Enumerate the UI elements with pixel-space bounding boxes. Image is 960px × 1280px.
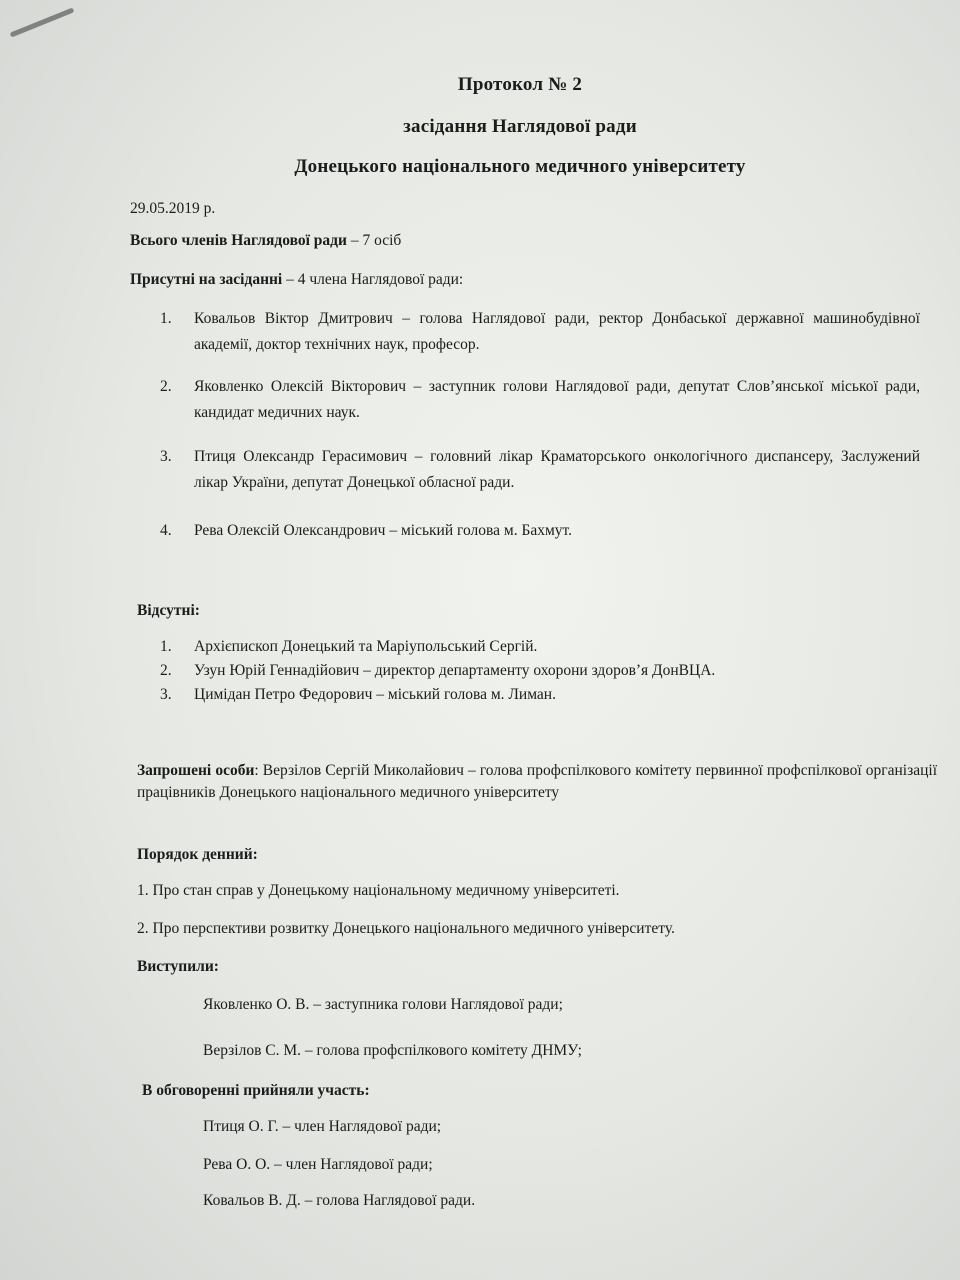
present-item-text: Рева Олексій Олександрович – міський голова м. Бахмут.	[194, 522, 573, 539]
present-item-number: 2.	[160, 378, 172, 395]
absent-item-1	[160, 636, 920, 658]
agenda-heading: Порядок денний:	[137, 846, 258, 863]
document-organization: Донецького національного медичного університету	[294, 156, 746, 177]
invited-text: : Верзілов Сергій Миколайович – голова профспілкового комітету первинної профспілкової організації працівників Донецького національного медичного університету	[137, 762, 938, 801]
pen-mark	[10, 7, 75, 37]
document-date: 29.05.2019 р.	[130, 200, 216, 217]
total-members	[130, 232, 401, 250]
present-heading	[130, 271, 463, 289]
present-item-number: 4.	[160, 522, 172, 539]
present-item-text: Птиця Олександр Герасимович – головний лікар Краматорського онкологічного диспансеру, Заслужений лікар України, депутат Донецької обласної ради.	[194, 448, 920, 491]
present-label: Присутні на засіданні	[130, 271, 283, 288]
absent-item-number: 2.	[160, 662, 172, 679]
document-subtitle: засідання Наглядової ради	[403, 116, 637, 137]
absent-item-text: Архієпископ Донецький та Маріупольський Сергій.	[194, 638, 538, 655]
total-members-value: – 7 осіб	[346, 232, 402, 249]
absent-item-text: Цимідан Петро Федорович – міський голова м. Лиман.	[194, 686, 556, 703]
absent-item-number: 1.	[160, 638, 172, 655]
agenda-item-2: 2. Про перспективи розвитку Донецького національного медичного університету.	[137, 920, 675, 937]
discussion-item-3: Ковальов В. Д. – голова Наглядової ради.	[203, 1192, 476, 1209]
document-title: Протокол № 2	[457, 74, 583, 95]
present-item-2	[160, 374, 920, 426]
invited-label: Запрошені особи	[137, 762, 255, 779]
speaker-item-1: Яковленко О. В. – заступника голови Наглядової ради;	[203, 996, 563, 1013]
present-item-text: Ковальов Віктор Дмитрович – голова Наглядової ради, ректор Донбаської державної машинобудівної академії, доктор технічних наук, професор.	[194, 310, 920, 353]
discussion-heading: В обговоренні прийняли участь:	[142, 1082, 370, 1099]
absent-item-number: 3.	[160, 686, 172, 703]
absent-heading: Відсутні:	[137, 602, 200, 619]
total-members-label: Всього членів Наглядової ради	[130, 232, 347, 249]
invited-persons	[137, 760, 937, 804]
absent-item-text: Узун Юрій Геннадійович – директор департаменту охорони здоров’я ДонВЦА.	[194, 662, 716, 679]
present-item-number: 1.	[160, 310, 172, 327]
discussion-item-1: Птиця О. Г. – член Наглядової ради;	[203, 1118, 442, 1135]
absent-item-2	[160, 660, 920, 682]
speaker-item-2: Верзілов С. М. – голова профспілкового комітету ДНМУ;	[203, 1042, 582, 1059]
present-item-1	[160, 306, 920, 358]
discussion-item-2: Рева О. О. – член Наглядової ради;	[203, 1156, 433, 1173]
absent-item-3	[160, 684, 920, 706]
present-item-text: Яковленко Олексій Вікторович – заступник голови Наглядової ради, депутат Слов’янської міської ради, кандидат медичних наук.	[194, 378, 920, 421]
speakers-heading: Виступили:	[137, 958, 219, 975]
present-item-4	[160, 518, 920, 544]
agenda-item-1: 1. Про стан справ у Донецькому національному медичному університеті.	[137, 882, 620, 899]
present-item-3	[160, 444, 920, 496]
present-value: – 4 члена Наглядової ради:	[282, 271, 464, 288]
present-item-number: 3.	[160, 448, 172, 465]
